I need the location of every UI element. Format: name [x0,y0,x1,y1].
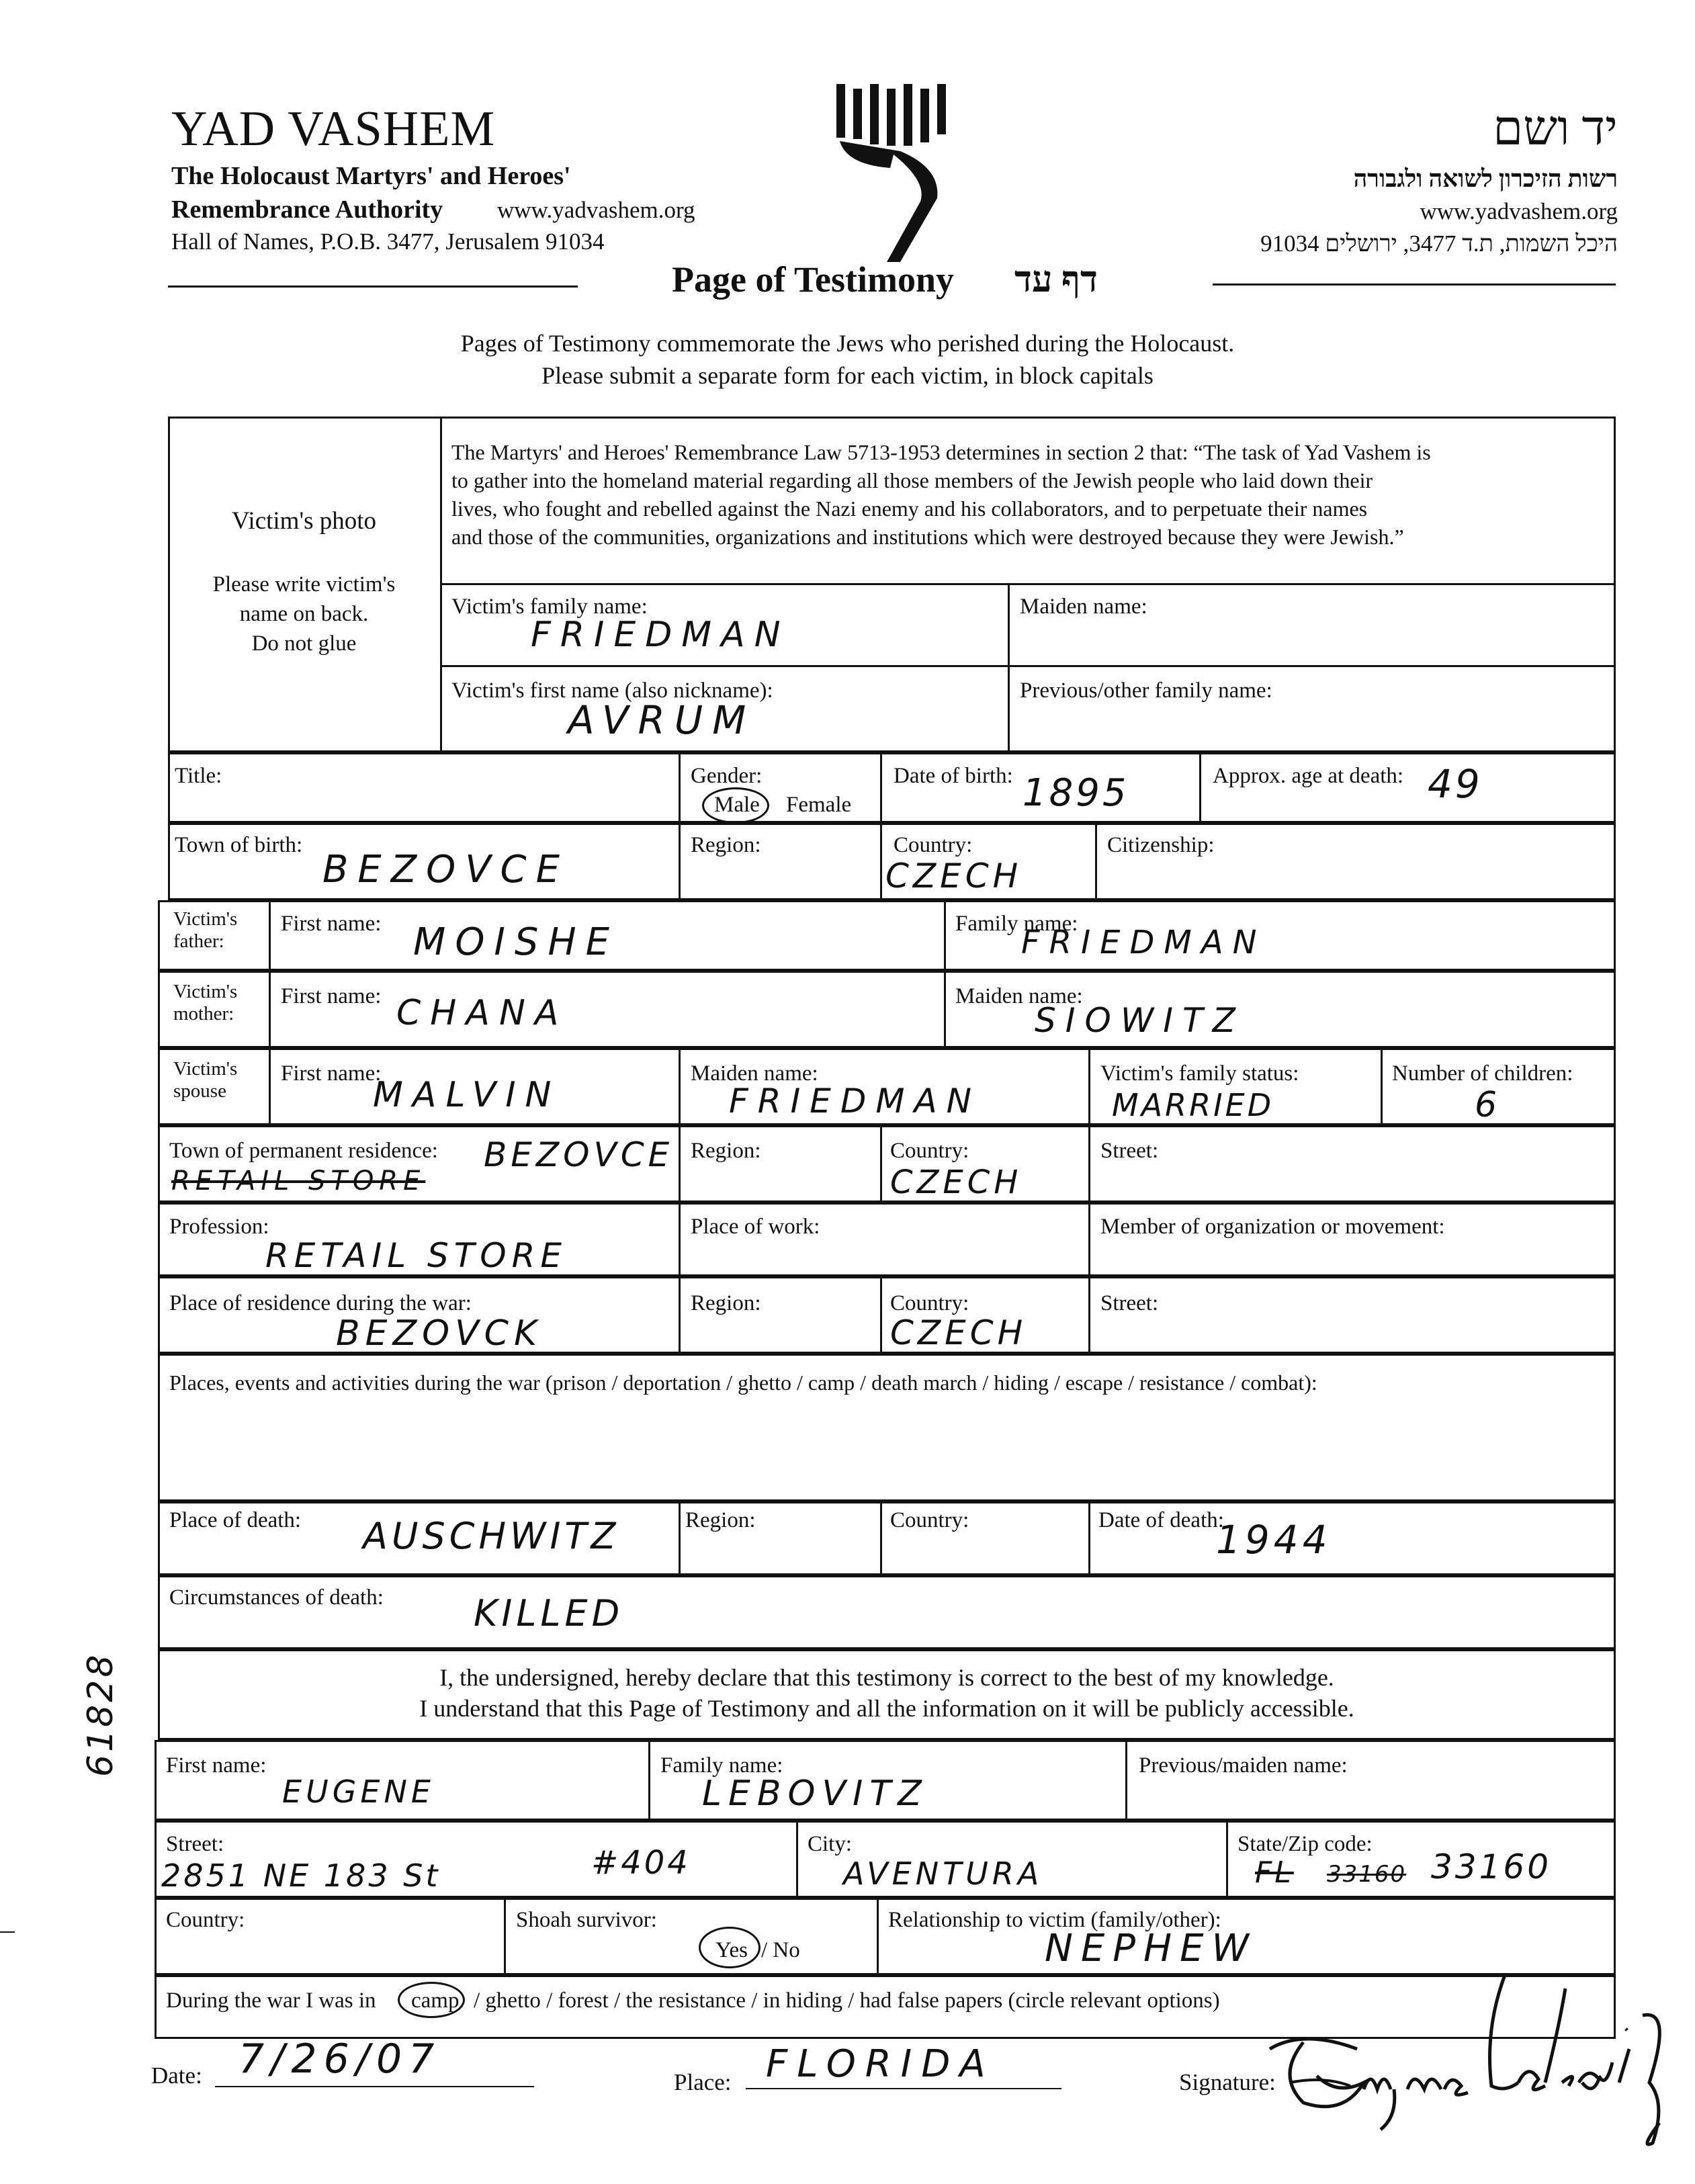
photo-instr3: Do not glue [251,631,357,656]
signature-label: Signature: [1179,2069,1276,2095]
street-label-war: Street: [1100,1291,1159,1315]
survivor-yes[interactable]: Yes [715,1938,748,1962]
region-label-death: Region: [685,1508,756,1532]
first-name-label: Victim's first name (also nickname): [451,679,773,703]
gender-female[interactable]: Female [786,793,852,817]
age-death-value[interactable]: 49 [1428,761,1483,807]
law-line2: to gather into the homeland material regarding all those members of the Jewish people who laid down their [451,468,1373,492]
residence-war-value[interactable]: BEZOVCK [336,1313,543,1354]
law-line3: lives, who fought and rebelled against the Nazi enemy and his collaborators, and to perpetuate their names [451,496,1368,521]
during-war-post: / ghetto / forest / the resistance / in hiding / had false papers (circle relevant options) [474,1989,1220,2013]
mother-first-value[interactable]: CHANA [396,993,568,1033]
camp-circle [398,1982,465,2018]
form-title-hebrew: דף עד [1014,259,1098,300]
father-family-label: Family name: [955,912,1078,936]
hebrew-name: יד ושם [1493,101,1618,155]
margin-number: 61828 [81,1652,121,1777]
hebrew-authority: רשות הזיכרון לשואה ולגבורה [1353,165,1618,192]
city-value[interactable]: AVENTURA [843,1855,1043,1892]
place-value[interactable]: FLORIDA [766,2042,995,2086]
male-circle [702,787,769,824]
country-perm-value[interactable]: CZECH [890,1164,1023,1201]
photo-instr2: name on back. [239,602,369,626]
org-line1: The Holocaust Martyrs' and Heroes' [171,162,571,190]
org-name: YAD VASHEM [171,101,496,157]
date-value[interactable]: 7/26/07 [238,2036,441,2083]
places-events-label: Places, events and activities during the war (prison / deportation / ghetto / camp / death march / hiding / escape / resistance / combat): [169,1370,1317,1395]
mother-first-label: First name: [281,984,382,1008]
spouse-maiden-value[interactable]: FRIEDMAN [729,1082,982,1121]
father-first-label: First name: [281,912,382,936]
family-name-label: Victim's family name: [451,595,648,619]
place-work-label: Place of work: [691,1215,820,1239]
family-name-value[interactable]: FRIEDMAN [531,615,790,655]
country-label-war: Country: [890,1291,969,1315]
street-label-perm: Street: [1100,1139,1159,1163]
subtitle-line1: Pages of Testimony commemorate the Jews who perished during the Holocaust. [460,330,1235,357]
spouse-first-value[interactable]: MALVIN [373,1075,561,1115]
age-death-label: Approx. age at death: [1213,764,1404,788]
country-label-death: Country: [890,1508,969,1532]
country-label-perm: Country: [890,1139,969,1163]
town-birth-label: Town of birth: [175,833,303,857]
sub-first-value[interactable]: EUGENE [282,1774,435,1810]
country-label-birth: Country: [894,833,973,857]
apt-value[interactable]: #404 [591,1844,691,1882]
country-label-sub: Country: [166,1908,245,1932]
state-value[interactable]: FL [1255,1855,1294,1890]
citizenship-label: Citizenship: [1107,833,1215,857]
subtitle-line2: Please submit a separate form for each victim, in block capitals [541,362,1154,389]
town-perm-label: Town of permanent residence: [169,1139,438,1163]
title-label: Title: [175,764,222,788]
form-title: Page of Testimony [672,259,955,300]
spouse-maiden-label: Maiden name: [691,1061,818,1086]
relationship-value[interactable]: NEPHEW [1045,1927,1257,1970]
sub-first-label: First name: [166,1753,267,1778]
signature-image [1263,1948,1680,2156]
gender-male[interactable]: Male [714,793,760,817]
maiden-name-label: Maiden name: [1020,595,1147,619]
town-perm-value[interactable]: BEZOVCE [484,1135,674,1174]
during-war-camp[interactable]: camp [411,1989,460,2013]
law-line1: The Martyrs' and Heroes' Remembrance Law 5713-1953 determines in section 2 that: “The task of Yad Vashem is [451,440,1431,464]
father-family-value[interactable]: FRIEDMAN [1021,924,1266,961]
town-perm-struck: RETAIL STORE [171,1166,426,1196]
city-label: City: [808,1832,853,1856]
during-war-pre: During the war I was in [166,1989,376,2013]
place-death-value[interactable]: AUSCHWITZ [363,1515,620,1557]
first-name-value[interactable]: AVRUM [568,697,756,743]
photo-title: Victim's photo [231,507,377,535]
photo-instr1: Please write victim's [212,572,396,597]
circumstances-value[interactable]: KILLED [474,1592,624,1634]
dob-value[interactable]: 1895 [1023,771,1129,815]
gender-label: Gender: [691,764,763,788]
profession-value[interactable]: RETAIL STORE [265,1236,567,1275]
mother-maiden-label: Maiden name: [955,984,1083,1008]
org-website: www.yadvashem.org [497,197,695,223]
dob-label: Date of birth: [894,764,1013,788]
place-death-label: Place of death: [169,1508,302,1532]
residence-war-label: Place of residence during the war: [169,1291,472,1315]
sub-family-value[interactable]: LEBOVITZ [702,1774,928,1814]
country-war-value[interactable]: CZECH [890,1313,1027,1352]
prev-maiden-label: Previous/maiden name: [1139,1753,1348,1778]
zip-struck: 33160 [1327,1861,1407,1888]
shoah-survivor-label: Shoah survivor: [516,1908,657,1932]
father-label: Victim's father: [173,908,238,953]
street-label-sub: Street: [166,1832,224,1856]
org-address: Hall of Names, P.O.B. 3477, Jerusalem 91034 [171,228,605,255]
relationship-label: Relationship to victim (family/other): [888,1908,1221,1932]
law-line4: and those of the communities, organizations and institutions which were destroyed because they were Jewish.” [451,525,1404,549]
father-first-value[interactable]: MOISHE [413,920,619,964]
prev-family-name-label: Previous/other family name: [1020,679,1272,703]
country-birth-value[interactable]: CZECH [885,857,1023,896]
spouse-first-label: First name: [281,1061,382,1086]
place-label: Place: [674,2069,732,2095]
sub-family-label: Family name: [660,1753,783,1778]
family-status-value[interactable]: MARRIED [1112,1087,1274,1123]
num-children-value[interactable]: 6 [1475,1085,1507,1125]
mother-label: Victim's mother: [173,981,238,1025]
num-children-label: Number of children: [1392,1061,1573,1086]
region-label-perm: Region: [691,1139,761,1163]
spouse-label: Victim's spouse [173,1058,238,1102]
member-org-label: Member of organization or movement: [1100,1215,1445,1239]
state-zip-label: State/Zip code: [1237,1832,1373,1856]
hebrew-address: היכל השמות, ת.ד 3477, ירושלים 91034 [1260,230,1618,257]
circumstances-label: Circumstances of death: [169,1585,384,1610]
mother-maiden-value[interactable]: SIOWITZ [1035,1001,1245,1040]
hebrew-website: www.yadvashem.org [1420,198,1618,224]
date-death-value[interactable]: 1944 [1216,1517,1332,1563]
street-value[interactable]: 2851 NE 183 St [161,1858,441,1894]
region-label-war: Region: [691,1291,761,1315]
yes-circle [699,1927,760,1968]
date-label: Date: [151,2062,202,2089]
declare-line2: I understand that this Page of Testimony and all the information on it will be publicly accessible. [419,1695,1354,1722]
region-label-birth: Region: [691,833,761,857]
survivor-no[interactable]: / No [761,1938,800,1962]
town-birth-value[interactable]: BEZOVCE [322,848,570,891]
org-line2: Remembrance Authority [171,195,443,224]
yad-vashem-logo [826,81,961,269]
declare-line1: I, the undersigned, hereby declare that this testimony is correct to the best of my knowledge. [439,1664,1334,1691]
profession-label: Profession: [169,1215,269,1239]
date-death-label: Date of death: [1098,1508,1224,1532]
zip-value[interactable]: 33160 [1431,1847,1552,1886]
family-status-label: Victim's family status: [1100,1061,1299,1086]
